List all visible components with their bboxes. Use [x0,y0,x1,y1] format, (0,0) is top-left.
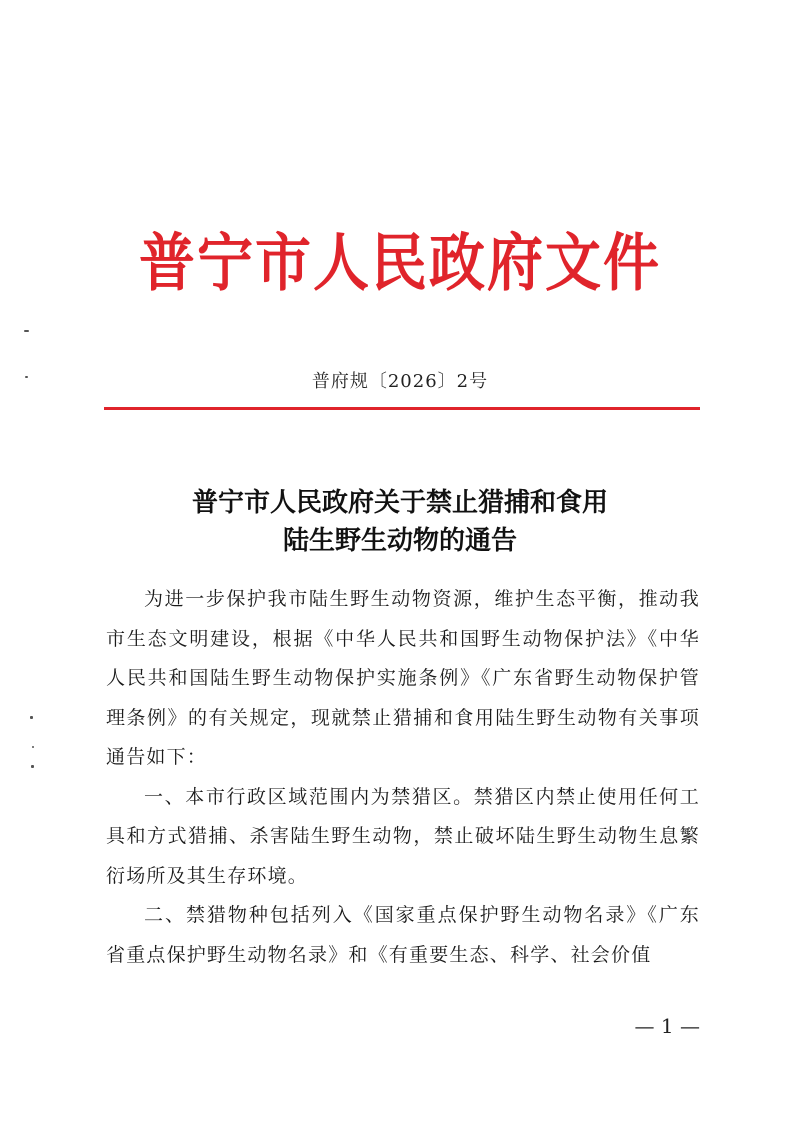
scan-speck [32,746,34,748]
scan-speck [30,716,33,719]
notice-title [0,484,800,560]
page-number: — 1 — [634,1014,700,1038]
scan-speck [25,376,28,378]
paragraph-item-2: 二、禁猎物种包括列入《国家重点保护野生动物名录》《广东省重点保护野生动物名录》和《有重要生态、科学、社会价值 [106,904,700,966]
notice-title-line-2: 陆生野生动物的通告 [282,526,517,556]
document-number: 普府规〔2026〕2号 [311,371,489,392]
paragraph-intro: 为进一步保护我市陆生野生动物资源，维护生态平衡，推动我市生态文明建设，根据《中华人民共和国野生动物保护法》《中华人民共和国陆生野生动物保护实施条例》《广东省野生动物保护管理条例》的有关规定，现就禁止猎捕和食用陆生野生动物有关事项通告如下： [106,588,700,768]
paragraph-item-1: 一、本市行政区域范围内为禁猎区。禁猎区内禁止使用任何工具和方式猎捕、杀害陆生野生动物，禁止破坏陆生野生动物生息繁衍场所及其生存环境。 [106,785,700,887]
red-divider [104,407,700,410]
body-text [106,580,700,975]
notice-title-line-1: 普宁市人民政府关于禁止猎捕和食用 [191,488,608,518]
header-title: 普宁市人民政府文件 [139,227,661,301]
scan-speck [31,765,34,768]
scan-speck [24,330,29,332]
